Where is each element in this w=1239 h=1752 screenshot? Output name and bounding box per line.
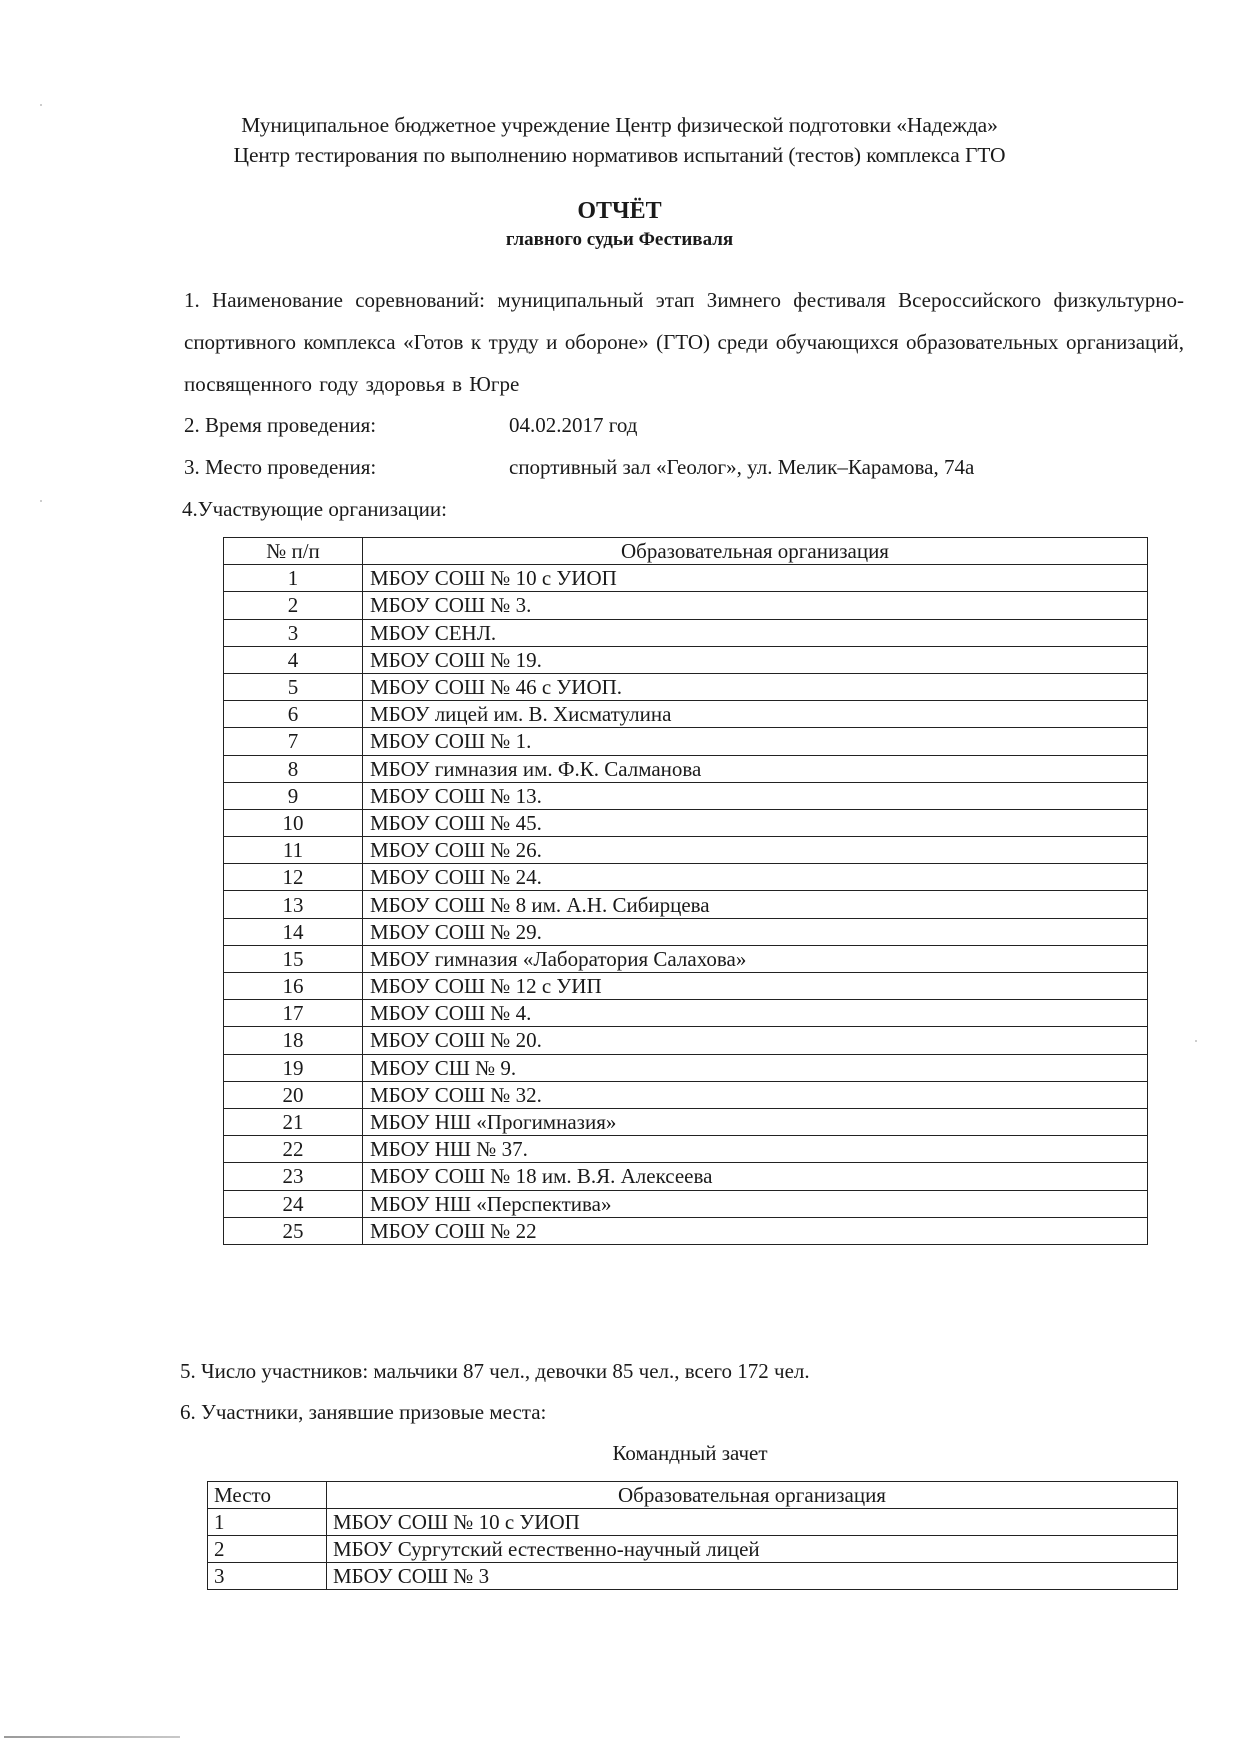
- report-subtitle: главного судьи Фестиваля: [505, 229, 734, 250]
- table-row: [224, 837, 1148, 864]
- organization-name: МБОУ СЕНЛ.: [363, 619, 1148, 646]
- table-row: [224, 809, 1148, 836]
- participating-orgs-table: [223, 537, 1148, 1245]
- organization-name: МБОУ СОШ № 13.: [363, 782, 1148, 809]
- organization-name: МБОУ СОШ № 46 с УИОП.: [363, 673, 1148, 700]
- header-organization: Образовательная организация: [327, 1482, 1178, 1509]
- organization-name: МБОУ НШ № 37.: [363, 1136, 1148, 1163]
- table-row: [224, 701, 1148, 728]
- scan-speck: [40, 104, 42, 106]
- row-number: 18: [224, 1027, 363, 1054]
- table-row: [224, 973, 1148, 1000]
- organization-name: МБОУ гимназия «Лаборатория Салахова»: [363, 945, 1148, 972]
- row-number: 11: [224, 837, 363, 864]
- table-row: [224, 864, 1148, 891]
- team-standings-table: [207, 1481, 1178, 1590]
- row-number: 17: [224, 1000, 363, 1027]
- table-header-row: [208, 1482, 1178, 1509]
- row-number: 7: [224, 728, 363, 755]
- organization-name: МБОУ Сургутский естественно-научный лицей: [327, 1536, 1178, 1563]
- organization-name: МБОУ СОШ № 45.: [363, 809, 1148, 836]
- organization-name: МБОУ СОШ № 18 им. В.Я. Алексеева: [363, 1163, 1148, 1190]
- table-row: [224, 782, 1148, 809]
- organization-name: МБОУ СОШ № 3.: [363, 592, 1148, 619]
- row-number: 10: [224, 809, 363, 836]
- organization-name: МБОУ СОШ № 26.: [363, 837, 1148, 864]
- orgs-label: 4.Участвующие организации:: [182, 497, 447, 521]
- scan-speck: [1195, 1040, 1197, 1042]
- table-header-row: [224, 538, 1148, 565]
- table-row: [224, 728, 1148, 755]
- organization-name: МБОУ СОШ № 19.: [363, 646, 1148, 673]
- row-number: 3: [208, 1563, 327, 1590]
- row-number: 6: [224, 701, 363, 728]
- table-row: [224, 565, 1148, 592]
- organization-name: МБОУ СОШ № 3: [327, 1563, 1178, 1590]
- row-number: 14: [224, 918, 363, 945]
- row-number: 1: [224, 565, 363, 592]
- row-number: 20: [224, 1081, 363, 1108]
- organization-name: МБОУ СШ № 9.: [363, 1054, 1148, 1081]
- row-number: 8: [224, 755, 363, 782]
- organization-name: МБОУ СОШ № 10 с УИОП: [327, 1509, 1178, 1536]
- row-number: 24: [224, 1190, 363, 1217]
- row-number: 2: [208, 1536, 327, 1563]
- organization-name: МБОУ НШ «Перспектива»: [363, 1190, 1148, 1217]
- table-row: [224, 1163, 1148, 1190]
- table-row: [224, 619, 1148, 646]
- table-row: [224, 945, 1148, 972]
- table-row: [224, 1000, 1148, 1027]
- orgs-table-body: [224, 538, 1148, 1245]
- row-number: 21: [224, 1108, 363, 1135]
- table-row: [224, 1081, 1148, 1108]
- scan-artifact-line: [4, 1736, 180, 1738]
- organization-name: МБОУ СОШ № 24.: [363, 864, 1148, 891]
- organization-name: МБОУ СОШ № 12 с УИП: [363, 973, 1148, 1000]
- institution-name: Муниципальное бюджетное учреждение Центр физической подготовки «Надежда»: [241, 113, 998, 137]
- organization-name: МБОУ СОШ № 8 им. А.Н. Сибирцева: [363, 891, 1148, 918]
- team-table-body: [208, 1482, 1178, 1590]
- row-number: 22: [224, 1136, 363, 1163]
- competition-name: 1. Наименование соревнований: муниципальный этап Зимнего фестиваля Всероссийского физкультурно-спортивного комплекса «Готов к труду и обороне» (ГТО) среди обучающихся образовательных организаций, посвященного году здоровья в Югре: [184, 288, 1184, 396]
- table-row: [224, 646, 1148, 673]
- organization-name: МБОУ гимназия им. Ф.К. Салманова: [363, 755, 1148, 782]
- table-row: [224, 1108, 1148, 1135]
- row-number: 19: [224, 1054, 363, 1081]
- table-row: [208, 1536, 1178, 1563]
- organization-name: МБОУ СОШ № 1.: [363, 728, 1148, 755]
- row-number: 3: [224, 619, 363, 646]
- table-row: [224, 891, 1148, 918]
- row-number: 25: [224, 1217, 363, 1244]
- place-label: 3. Место проведения:: [184, 455, 377, 479]
- table-row: [224, 755, 1148, 782]
- header-place: Место: [208, 1482, 327, 1509]
- organization-name: МБОУ СОШ № 20.: [363, 1027, 1148, 1054]
- organization-name: МБОУ НШ «Прогимназия»: [363, 1108, 1148, 1135]
- organization-name: МБОУ СОШ № 4.: [363, 1000, 1148, 1027]
- table-row: [224, 1190, 1148, 1217]
- row-number: 13: [224, 891, 363, 918]
- table-row: [208, 1563, 1178, 1590]
- row-number: 5: [224, 673, 363, 700]
- row-number: 9: [224, 782, 363, 809]
- row-number: 23: [224, 1163, 363, 1190]
- scan-speck: [40, 500, 42, 502]
- table-row: [224, 1136, 1148, 1163]
- row-number: 15: [224, 945, 363, 972]
- organization-name: МБОУ лицей им. В. Хисматулина: [363, 701, 1148, 728]
- row-number: 12: [224, 864, 363, 891]
- report-title: ОТЧЁТ: [577, 198, 662, 224]
- table-row: [224, 1027, 1148, 1054]
- participants-count: 5. Число участников: мальчики 87 чел., девочки 85 чел., всего 172 чел.: [180, 1359, 810, 1383]
- table-row: [224, 592, 1148, 619]
- row-number: 4: [224, 646, 363, 673]
- table-row: [224, 1054, 1148, 1081]
- prizes-label: 6. Участники, занявшие призовые места:: [180, 1400, 547, 1424]
- header-number: № п/п: [224, 538, 363, 565]
- table-row: [208, 1509, 1178, 1536]
- header-organization: Образовательная организация: [363, 538, 1148, 565]
- organization-name: МБОУ СОШ № 32.: [363, 1081, 1148, 1108]
- organization-name: МБОУ СОШ № 29.: [363, 918, 1148, 945]
- table-row: [224, 1217, 1148, 1244]
- table-row: [224, 673, 1148, 700]
- row-number: 2: [224, 592, 363, 619]
- team-standings-caption: Командный зачет: [612, 1441, 768, 1465]
- organization-name: МБОУ СОШ № 10 с УИОП: [363, 565, 1148, 592]
- date-label: 2. Время проведения:: [184, 413, 377, 437]
- testing-center-name: Центр тестирования по выполнению нормативов испытаний (тестов) комплекса ГТО: [233, 143, 1006, 167]
- organization-name: МБОУ СОШ № 22: [363, 1217, 1148, 1244]
- row-number: 1: [208, 1509, 327, 1536]
- row-number: 16: [224, 973, 363, 1000]
- date-value: 04.02.2017 год: [509, 413, 638, 437]
- table-row: [224, 918, 1148, 945]
- place-value: спортивный зал «Геолог», ул. Мелик–Карамова, 74а: [509, 455, 975, 479]
